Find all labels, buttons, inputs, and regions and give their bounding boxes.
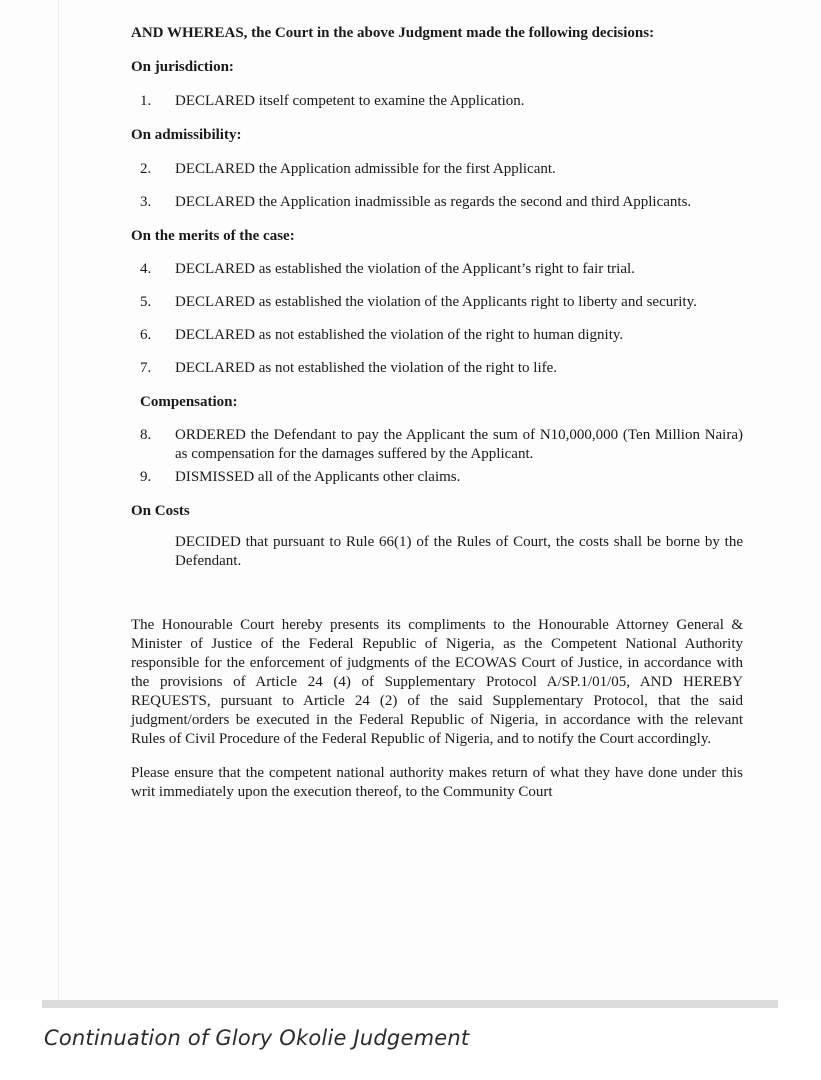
decision-item bbox=[131, 426, 743, 464]
decision-item bbox=[131, 260, 743, 279]
decision-item bbox=[131, 359, 743, 378]
heading-compensation: Compensation: bbox=[140, 394, 238, 410]
decision-item bbox=[131, 92, 743, 111]
heading-costs: On Costs bbox=[131, 503, 190, 519]
item-text: DECLARED as established the violation of the Applicant’s right to fair trial. bbox=[175, 261, 635, 277]
item-text: DECLARED the Application inadmissible as regards the second and third Applicants. bbox=[175, 194, 692, 210]
item-number: 4. bbox=[140, 261, 152, 277]
item-text: DECLARED itself competent to examine the Application. bbox=[175, 93, 525, 109]
item-number: 1. bbox=[140, 93, 152, 109]
document-body bbox=[131, 24, 743, 802]
item-number: 8. bbox=[140, 427, 152, 443]
page-edge bbox=[58, 0, 59, 1000]
page-divider bbox=[42, 1000, 778, 1008]
heading-jurisdiction: On jurisdiction: bbox=[131, 59, 234, 75]
item-text: ORDERED the Defendant to pay the Applicant the sum of N10,000,000 (Ten Million Naira) as compensation for the damages suffered by the Applicant. bbox=[175, 427, 743, 462]
item-number: 2. bbox=[140, 161, 152, 177]
decision-item bbox=[131, 326, 743, 345]
item-number: 6. bbox=[140, 327, 152, 343]
heading-merits: On the merits of the case: bbox=[131, 228, 295, 244]
item-number: 9. bbox=[140, 469, 152, 485]
item-text: DECLARED the Application admissible for the first Applicant. bbox=[175, 161, 556, 177]
item-text: DISMISSED all of the Applicants other claims. bbox=[175, 469, 461, 485]
enforcement-paragraph: The Honourable Court hereby presents its compliments to the Honourable Attorney General & Minister of Justice of the Federal Republic of Nigeria, as the Competent National Authority responsible for the enforcement of judgments of the ECOWAS Court of Justice, in accordance with the provisions of Article 24 (4) of Supplementary Protocol A/SP.1/01/05, AND HEREBY REQUESTS, pursuant to Article 24 (2) of the said Supplementary Protocol, that the said judgment/orders be executed in the Federal Republic of Nigeria, in accordance with the relevant Rules of Civil Procedure of the Federal Republic of Nigeria, and to notify the Court accordingly. bbox=[131, 617, 743, 747]
decision-item bbox=[131, 160, 743, 179]
item-number: 7. bbox=[140, 360, 152, 376]
item-number: 3. bbox=[140, 194, 152, 210]
item-text: DECLARED as not established the violation of the right to human dignity. bbox=[175, 327, 624, 343]
decision-item bbox=[131, 193, 743, 212]
decision-item bbox=[131, 468, 743, 487]
heading-admissibility: On admissibility: bbox=[131, 127, 242, 143]
costs-text: DECIDED that pursuant to Rule 66(1) of the Rules of Court, the costs shall be borne by the Defendant. bbox=[175, 534, 743, 569]
image-caption: Continuation of Glory Okolie Judgement bbox=[44, 1026, 470, 1050]
intro-line: AND WHEREAS, the Court in the above Judgment made the following decisions: bbox=[131, 25, 655, 41]
item-text: DECLARED as established the violation of the Applicants right to liberty and security. bbox=[175, 294, 697, 310]
decision-item bbox=[131, 293, 743, 312]
item-number: 5. bbox=[140, 294, 152, 310]
item-text: DECLARED as not established the violation of the right to life. bbox=[175, 360, 558, 376]
return-paragraph: Please ensure that the competent national authority makes return of what they have done under this writ immediately upon the execution thereof, to the Community Court bbox=[131, 765, 743, 800]
